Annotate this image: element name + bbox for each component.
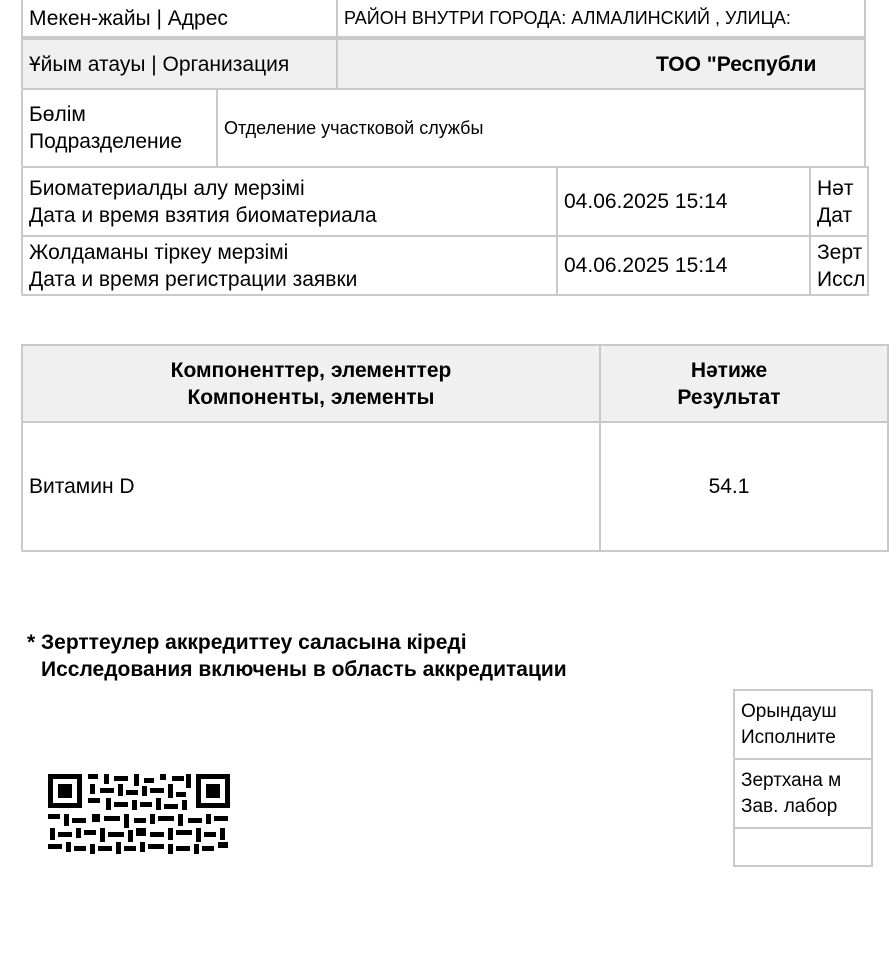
department-label-ru: Подразделение xyxy=(29,130,183,153)
registration-label-cell xyxy=(21,235,558,296)
component-name: Витамин D xyxy=(29,475,135,498)
registration-label-kz: Жолдаманы тіркеу мерзімі xyxy=(29,240,289,264)
address-label: Мекен-жайы | Адрес xyxy=(29,6,228,30)
accreditation-note-kz: * Зерттеулер аккредиттеу саласына кіреді xyxy=(27,631,467,654)
biomaterial-label-cell xyxy=(21,166,558,237)
lab-head-label-ru: Зав. лабор xyxy=(741,795,838,817)
result-value: 54.1 xyxy=(708,475,750,498)
component-header-kz: Компоненттер, элементтер xyxy=(170,358,452,382)
biomaterial-label-kz: Биоматериалды алу мерзімі xyxy=(29,176,305,200)
department-label-kz: Бөлім xyxy=(29,103,86,126)
research-date-label-ru: Иссл xyxy=(817,267,866,291)
results-header-component xyxy=(21,344,601,423)
department-label-cell xyxy=(21,88,218,168)
biomaterial-label-ru: Дата и время взятия биоматериала xyxy=(29,203,377,227)
executor-cell xyxy=(733,689,873,760)
signature-blank-cell xyxy=(733,827,873,867)
department-value-cell xyxy=(216,88,866,168)
registration-label-ru: Дата и время регистрации заявки xyxy=(29,267,358,291)
registration-value-cell xyxy=(556,235,811,296)
lab-head-label-kz: Зертхана м xyxy=(741,769,842,791)
organization-label-cell xyxy=(21,38,338,90)
lab-head-cell xyxy=(733,758,873,829)
biomaterial-value-cell xyxy=(556,166,811,237)
biomaterial-datetime: 04.06.2025 15:14 xyxy=(564,190,728,213)
accreditation-note-ru: Исследования включены в область аккредитации xyxy=(41,658,567,681)
address-value: РАЙОН ВНУТРИ ГОРОДА: АЛМАЛИНСКИЙ , УЛИЦА: xyxy=(344,8,791,28)
accreditation-note xyxy=(27,629,667,683)
address-value-cell xyxy=(336,0,866,38)
component-header-ru: Компоненты, элементы xyxy=(187,385,435,409)
qr-code xyxy=(46,772,232,858)
research-date-label-kz: Зерт xyxy=(817,240,863,264)
address-label-cell xyxy=(21,0,338,38)
executor-label-ru: Исполните xyxy=(741,726,836,748)
result-cell xyxy=(599,421,889,552)
organization-value-cell xyxy=(336,38,866,90)
component-cell xyxy=(21,421,601,552)
result-date-label-kz: Нәт xyxy=(817,176,854,200)
result-date-label-cell xyxy=(809,166,869,237)
department-value: Отделение участковой службы xyxy=(224,118,484,138)
result-date-label-ru: Дат xyxy=(817,203,853,227)
qr-code-graphic xyxy=(46,772,232,958)
result-header-kz: Нәтиже xyxy=(690,358,768,382)
organization-value: ТОО "Республи xyxy=(656,52,817,76)
results-header-result xyxy=(599,344,889,423)
executor-label-kz: Орындауш xyxy=(741,700,837,722)
research-date-label-cell xyxy=(809,235,869,296)
organization-label: Ұйым атауы | Организация xyxy=(29,52,290,76)
registration-datetime: 04.06.2025 15:14 xyxy=(564,254,728,277)
result-header-ru: Результат xyxy=(677,385,781,409)
